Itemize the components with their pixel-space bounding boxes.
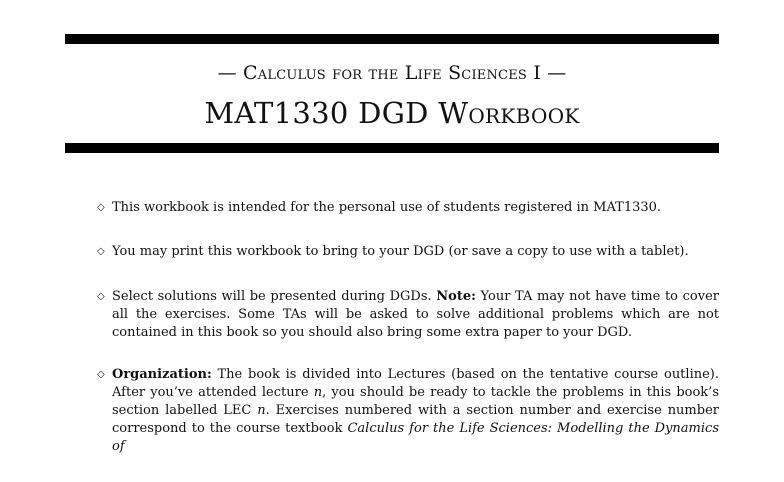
list-item-text: You may print this workbook to bring to your DGD (or save a copy to use with a tablet). [112,244,689,259]
document-title: MAT1330 DGD Workbook [204,96,580,130]
list-item-text: This workbook is intended for the personal use of students registered in MAT1330. [112,200,662,215]
list-item [97,199,719,217]
list-item-text: Select solutions will be presented during DGDs. Note: Your TA may not have time to cover all the exercises. Some TAs will be asked to solve additional problems which are not contained in this book so you should also bring some extra paper to your DGD. [112,289,720,340]
list-item [97,366,719,456]
list-item [97,288,719,342]
bottom-rule [65,143,719,153]
list-item-text: Organization: The book is divided into Lectures (based on the tentative course outline). After you’ve attended lecture n, you should be ready to tackle the problems in this book’s section labelled LEC n. Exercises numbered with a section number and exercise number correspond to the course textbook Calculus for the Life Sciences: Modelling the Dynamics of [112,367,719,454]
diamond-bullet-icon: ◇ [97,369,105,380]
bullet-list [97,199,719,482]
diamond-bullet-icon: ◇ [97,291,105,302]
list-item [97,243,719,261]
top-rule [65,34,719,44]
document-subtitle: — Calculus for the Life Sciences I — [217,62,567,84]
diamond-bullet-icon: ◇ [97,202,105,213]
diamond-bullet-icon: ◇ [97,246,105,257]
